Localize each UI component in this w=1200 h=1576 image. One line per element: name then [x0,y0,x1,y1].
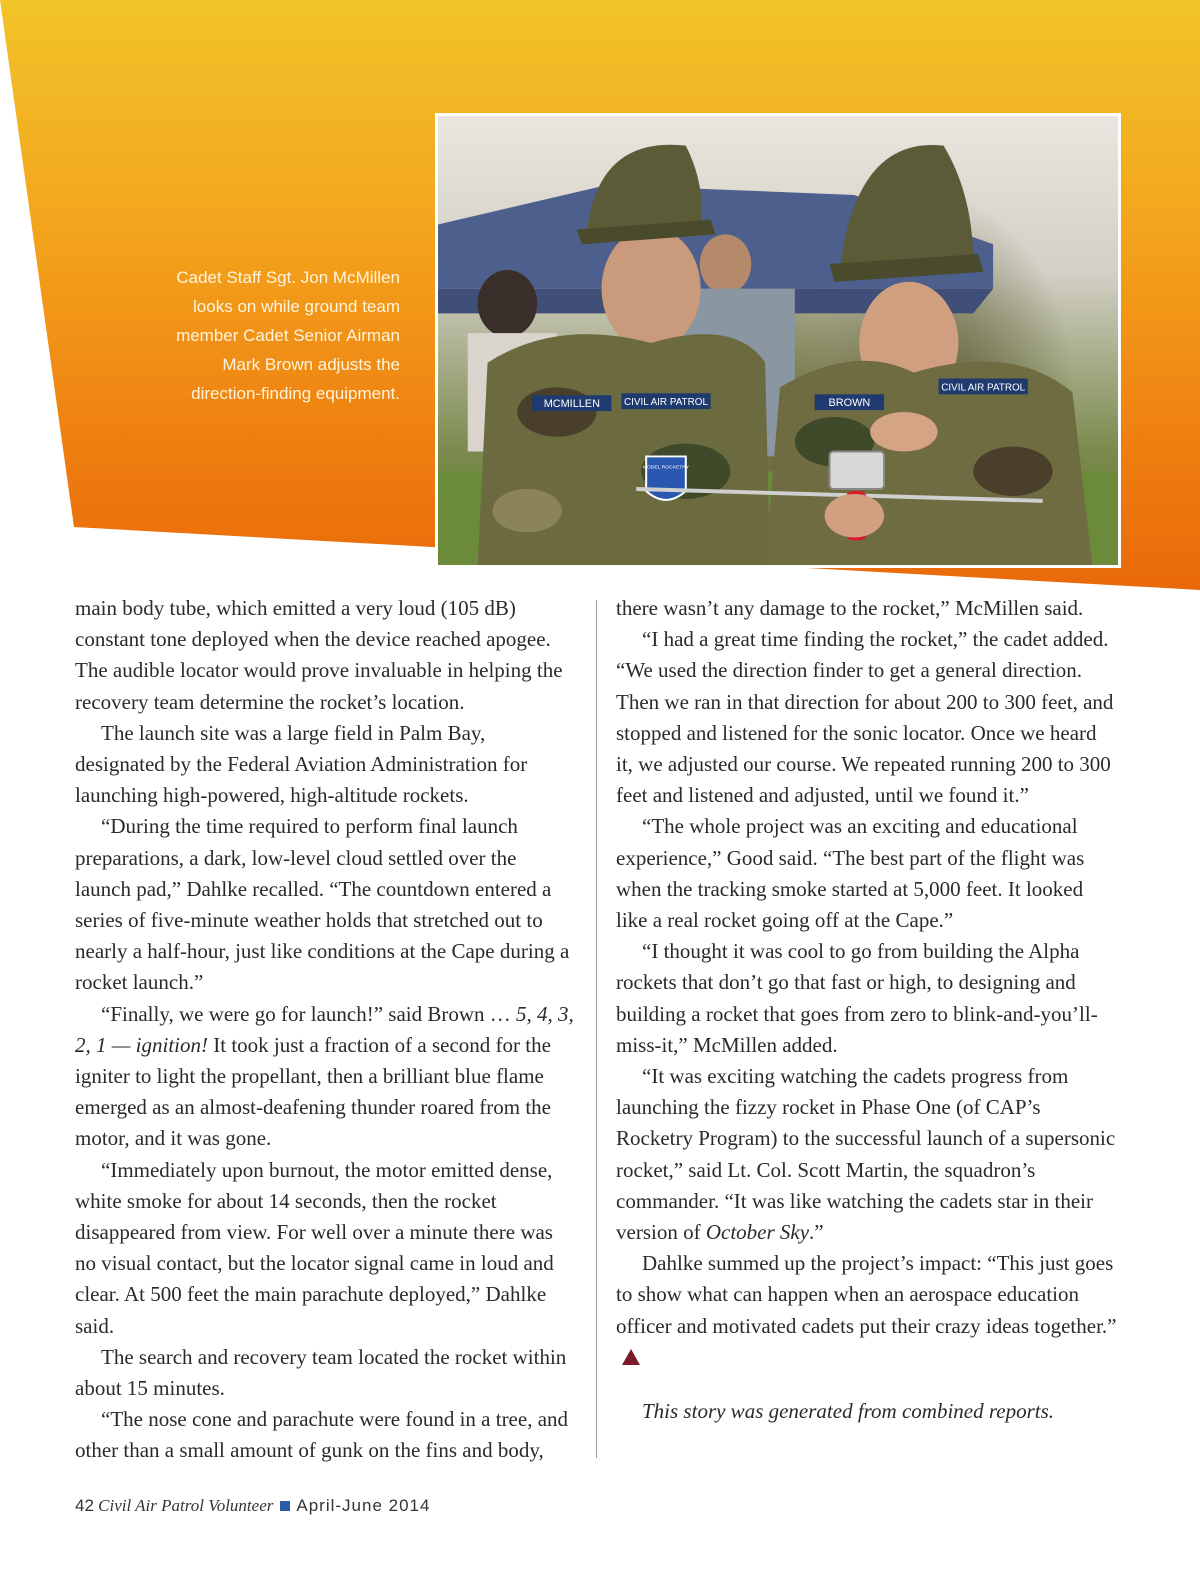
paragraph-martin-quote [616,1061,1118,1248]
square-bullet-icon [280,1501,290,1511]
page-number: 42 [75,1496,94,1515]
paragraph-recovery: The search and recovery team located the rocket within about 15 minutes. [75,1344,567,1401]
paragraph-no-damage: there wasn’t any damage to the rocket,” McMillen said. [616,596,1084,620]
countdown-text: 5, 4, 3, 2, 1 — ignition! [75,1001,574,1057]
article-left-column [75,593,577,1467]
film-title: October Sky [705,1220,810,1245]
paragraph-nose-cone: “The nose cone and parachute were found in a tree, and other than a small amount of gunk on the fins and body, [75,1407,569,1463]
ignition-lead: “Finally, we were go for launch!” said Brown … [101,1001,517,1026]
column-divider [596,600,597,1458]
cadets-photo [435,113,1121,568]
branch-tape-right: CIVIL AIR PATROL [941,382,1026,394]
name-tape-right: BROWN [828,397,871,410]
paragraph-closing [616,1248,1118,1373]
story-credit: This story was generated from combined reports. [642,1399,1055,1424]
page-footer [75,1496,430,1516]
issue-date: April-June 2014 [296,1496,431,1515]
paragraph-weather-holds: “During the time required to perform final launch preparations, a dark, low-level cloud settled over the launch pad,” Dahlke recalled. “The countdown entered a series of five-minute weather holds that stretched out to nearly a half-hour, just like conditions at the Cape during a rocket launch.” [75,814,570,995]
paragraph-continued: main body tube, which emitted a very loud (105 dB) constant tone deployed when the device reached apogee. The audible locator would prove invaluable in helping the recovery team determine the rocket’s location. [75,596,563,714]
direction-finder-icon [830,452,885,489]
name-tape-left: MCMILLEN [543,398,600,411]
paragraph-burnout: “Immediately upon burnout, the motor emitted dense, white smoke for about 14 seconds, then the rocket disappeared from view. For well over a minute there was no visual contact, but the locator signal came in loud and clear. At 500 feet the main parachute deployed,” Dahlke said. [75,1157,554,1338]
rocketry-patch-icon [646,456,686,499]
paragraph-ignition [75,999,577,1155]
patch-text: MODEL ROCKETRY [642,465,690,471]
ignition-body: It took just a fraction of a second for the igniter to light the propellant, then a brilliant blue flame emerged as an almost-deafening thunder roared from the motor, and it was gone. [75,1032,552,1151]
paragraph-experience: “The whole project was an exciting and educational experience,” Good said. “The best part of the flight was when the tracking smoke started at 5,000 feet. It looked like a real rocket going off at the Cape.” [616,814,1085,933]
paragraph-launch-site: The launch site was a large field in Palm Bay, designated by the Federal Aviation Administration for launching high-powered, high-altitude rockets. [75,720,528,808]
end-triangle-icon [622,1349,640,1365]
magazine-title: Civil Air Patrol Volunteer [98,1496,274,1515]
photo-caption: Cadet Staff Sgt. Jon McMillen looks on while ground team member Cadet Senior Airman Mark Brown adjusts the direction-finding equipment. [176,268,400,403]
branch-tape-left: CIVIL AIR PATROL [624,397,708,409]
paragraph-alpha-rockets: “I thought it was cool to go from building the Alpha rockets that don’t go that fast or high, to designing and building a rocket that goes from zero to blink-and-you’ll-miss-it,” McMillen added. [616,939,1098,1057]
martin-quote-lead: “It was exciting watching the cadets progress from launching the fizzy rocket in Phase One (of CAP’s Rocketry Program) to the successful launch of a supersonic rocket,” said Lt. Col. Scott Martin, the squadron’s commander. “It was like watching the cadets star in their version of [616,1064,1116,1245]
closing-text: Dahlke summed up the project’s impact: “This just goes to show what can happen when an aerospace education officer and motivated cadets put their crazy ideas together.” [616,1251,1117,1338]
article-right-column [616,593,1118,1427]
martin-quote-end: .” [809,1220,824,1245]
paragraph-finding: “I had a great time finding the rocket,” the cadet added. “We used the direction finder to get a general direction. Then we ran in that direction for about 200 to 300 feet, and stopped and listened for the sonic locator. Once we heard it, we adjusted our course. We repeated running 200 to 300 feet and listened and adjusted, until we found it.” [616,627,1114,808]
